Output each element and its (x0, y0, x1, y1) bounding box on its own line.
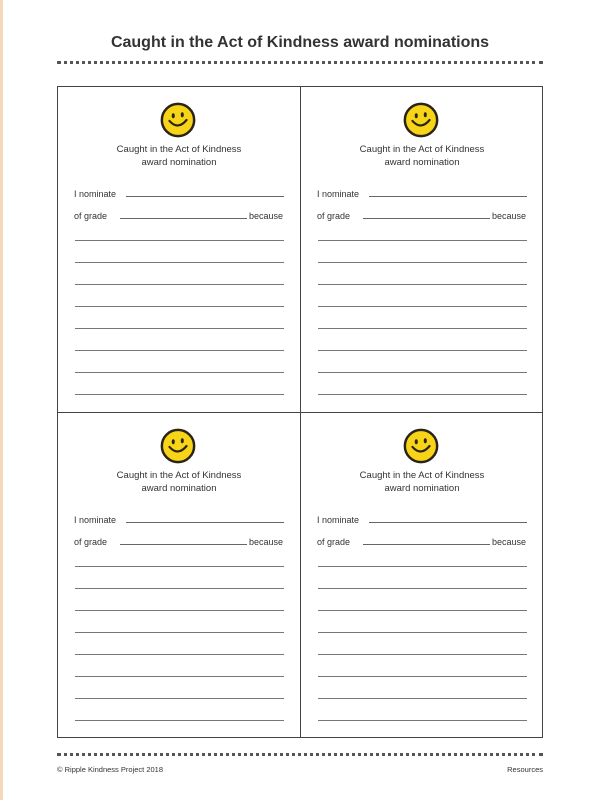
reason-write-line[interactable] (75, 350, 284, 351)
card-title-line-2: award nomination (384, 483, 460, 494)
card-title-line-1: Caught in the Act of Kindness (116, 470, 242, 481)
because-label: because (249, 537, 284, 547)
reason-write-line[interactable] (75, 632, 284, 633)
reason-write-line[interactable] (318, 588, 527, 589)
reason-write-line[interactable] (75, 654, 284, 655)
card-title-line-2: award nomination (384, 157, 460, 168)
nomination-card (58, 87, 300, 412)
smiley-left-eye (172, 113, 175, 118)
reason-write-line[interactable] (318, 372, 527, 373)
nomination-grid (57, 86, 543, 738)
reason-write-line[interactable] (318, 654, 527, 655)
reason-write-line[interactable] (318, 240, 527, 241)
reason-write-line[interactable] (318, 284, 527, 285)
grade-line[interactable] (120, 544, 247, 545)
smiley-right-eye (424, 112, 427, 117)
smiley-right-eye (424, 438, 427, 443)
smiley-left-eye (172, 439, 175, 444)
smiley-face-icon (402, 101, 440, 139)
card-title-line-2: award nomination (141, 157, 217, 168)
reason-write-line[interactable] (318, 328, 527, 329)
reason-write-line[interactable] (75, 720, 284, 721)
nomination-card (301, 413, 543, 738)
reason-write-line[interactable] (318, 262, 527, 263)
reason-write-line[interactable] (318, 566, 527, 567)
reason-write-line[interactable] (318, 610, 527, 611)
smiley-right-eye (181, 438, 184, 443)
card-title (58, 143, 300, 169)
smiley-left-eye (415, 439, 418, 444)
card-title-line-1: Caught in the Act of Kindness (116, 144, 242, 155)
smiley-face-icon (402, 427, 440, 465)
reason-write-line[interactable] (75, 306, 284, 307)
reason-write-line[interactable] (75, 328, 284, 329)
reason-write-line[interactable] (75, 676, 284, 677)
nominate-label: I nominate (74, 189, 117, 199)
nominee-name-line[interactable] (369, 522, 527, 523)
footer-section-label: Resources (507, 765, 543, 774)
card-title-line-2: award nomination (141, 483, 217, 494)
nominee-name-line[interactable] (369, 196, 527, 197)
card-title (301, 143, 543, 169)
reason-write-line[interactable] (75, 284, 284, 285)
reason-write-line[interactable] (75, 588, 284, 589)
grade-label: of grade (74, 211, 108, 221)
nomination-card (58, 413, 300, 738)
card-title (301, 469, 543, 495)
reason-write-line[interactable] (75, 262, 284, 263)
reason-write-line[interactable] (75, 698, 284, 699)
because-label: because (492, 211, 527, 221)
reason-write-line[interactable] (75, 610, 284, 611)
reason-write-line[interactable] (318, 698, 527, 699)
page-title: Caught in the Act of Kindness award nominations (110, 34, 490, 51)
reason-write-line[interactable] (318, 720, 527, 721)
grade-label: of grade (317, 537, 351, 547)
nominate-label: I nominate (317, 189, 360, 199)
nominee-name-line[interactable] (126, 196, 284, 197)
smiley-right-eye (181, 112, 184, 117)
nominate-label: I nominate (74, 515, 117, 525)
grade-label: of grade (317, 211, 351, 221)
grade-line[interactable] (120, 218, 247, 219)
bottom-dotted-divider (57, 753, 543, 756)
smiley-face-icon (159, 101, 197, 139)
because-label: because (249, 211, 284, 221)
reason-write-line[interactable] (75, 566, 284, 567)
reason-write-line[interactable] (318, 632, 527, 633)
because-label: because (492, 537, 527, 547)
reason-write-line[interactable] (75, 240, 284, 241)
reason-write-line[interactable] (318, 350, 527, 351)
reason-write-line[interactable] (75, 372, 284, 373)
top-dotted-divider (57, 61, 543, 64)
reason-write-line[interactable] (318, 676, 527, 677)
card-title (58, 469, 300, 495)
reason-write-line[interactable] (318, 306, 527, 307)
footer-copyright: © Ripple Kindness Project 2018 (57, 765, 164, 774)
reason-write-line[interactable] (318, 394, 527, 395)
grade-line[interactable] (363, 218, 490, 219)
card-title-line-1: Caught in the Act of Kindness (359, 144, 485, 155)
card-title-line-1: Caught in the Act of Kindness (359, 470, 485, 481)
smiley-left-eye (415, 113, 418, 118)
nominate-label: I nominate (317, 515, 360, 525)
grade-label: of grade (74, 537, 108, 547)
smiley-face-icon (159, 427, 197, 465)
nominee-name-line[interactable] (126, 522, 284, 523)
nomination-card (301, 87, 543, 412)
reason-write-line[interactable] (75, 394, 284, 395)
page-edge-accent (0, 0, 3, 800)
grade-line[interactable] (363, 544, 490, 545)
